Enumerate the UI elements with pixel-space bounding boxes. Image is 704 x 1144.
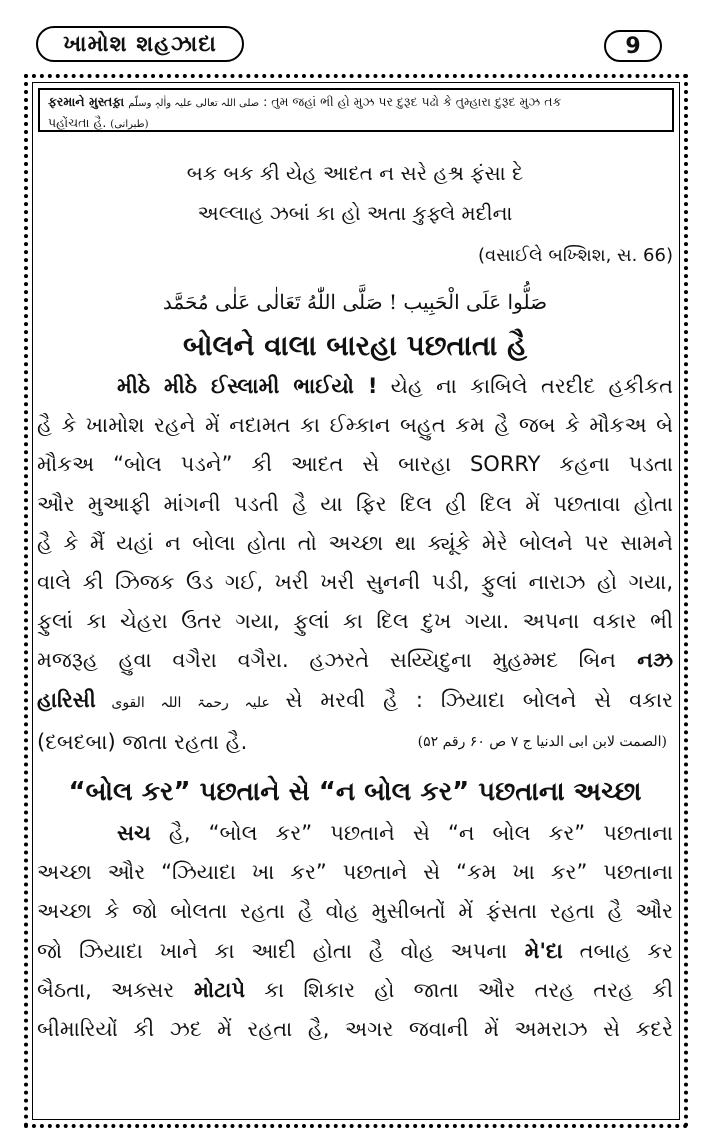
section1-line-8-bold: નઝ્ર xyxy=(615,648,673,673)
hadith-text-line2: પહોંચતા હૈ. xyxy=(48,115,107,130)
section2-line-4-tail: તબાહ કર xyxy=(562,938,673,963)
section2-line-4 xyxy=(37,932,673,971)
section2-line-5-tail: કા શિકાર હો જાતા ઔર તરહ તરહ કી xyxy=(245,977,673,1002)
section1-paragraph xyxy=(37,367,673,762)
section2-line-5 xyxy=(37,971,673,1010)
page-frame xyxy=(24,74,688,1128)
section2-line-1-bold: સચ xyxy=(117,821,151,846)
section2-line-1-text: હૈ, “બોલ કર” પછતાને સે “ન બોલ કર” પછતાના xyxy=(150,821,673,846)
section1-line-1-bold: મીઠે મીઠે ઈસ્લામી ભાઈયો ! xyxy=(117,374,378,398)
page-content xyxy=(37,139,673,1111)
section2-paragraph xyxy=(37,814,673,1049)
hadith-box xyxy=(38,88,674,132)
section1-line-4: ઔર મુઆફી માંગની પડતી હૈ યા ફિર દિલ હી દિલ મેં પછતાવા હોતા xyxy=(37,491,673,516)
section1-line-3: મૌકઅ “બોલ પડને” કી આદત સે બારહા SORRY કહના પડતા xyxy=(37,452,673,477)
section1-line-7: ફુલાં કા ચેહરા ઉતર ગયા, ફુલાં કા દિલ દુખ ગયા. અપના વકાર ભી xyxy=(37,609,673,634)
section1-line-1-text: યેહ ના કાબિલે તરદીદ હકીકત xyxy=(377,374,673,398)
section1-heading: બોલને વાલા બારહા પછતાતા હૈ xyxy=(183,329,527,362)
section2-line-5-text: બૈઠતા, અક્સર xyxy=(37,977,175,1002)
hadith-text-line1: : તુમ જહાં ભી હો મુઝ પર દુરૂદ પઢો કે તુમ્હારા દુરૂદ મુઝ તક xyxy=(263,94,562,109)
section1-line-9-arabic: علیہ رحمۃ اللہ القوی xyxy=(95,694,286,711)
section1-line-10 xyxy=(37,723,673,762)
poem-line-2: અલ્લાહ ઝબાં કા હો અતા કુફ્લે મદીના xyxy=(197,201,513,225)
section1-line-9 xyxy=(37,681,673,723)
section1-reference: (الصمت لابن ابی الدنیا ج ۷ ص ۶۰ رقم ۵۲) xyxy=(417,733,667,750)
section2-line-6: બીમારિયોં કી ઝદ મેં રહતા હૈ, અગર જવાની મેં અમરાઝ સે કદરે xyxy=(37,1017,673,1042)
book-title: ખામોશ શહઝાદા xyxy=(63,31,217,57)
section2-line-4-text: જો ઝિયાદા ખાને કા આદી હોતા હૈ વોહ અપના xyxy=(37,938,508,963)
page-frame-inner xyxy=(32,82,680,1120)
section2-line-1 xyxy=(37,814,673,853)
section2-line-4-bold: મે'દા xyxy=(507,938,563,963)
section1-line-6: વાલે કી ઝિજક ઉડ ગઈ, ખરી ખરી સુનની પડી, ફુલાં નારાઝ હો ગયા, xyxy=(37,570,673,595)
section1-line-2: હૈ કે ખામોશ રહને મેં નદામત કા ઈમ્કાન બહુત કમ હૈ જબ કે મૌકઅ બે xyxy=(37,413,673,438)
section1-line-9-text: સે મરવી હૈ : ઝિયાદા બોલને સે વકાર xyxy=(285,687,673,712)
hadith-salutation: صلی اللہ تعالی علیہ واٰلہٖ وسلّم xyxy=(128,98,260,109)
section1-line-8 xyxy=(37,641,673,680)
section2-heading: “બોલ કર” પછતાને સે “ન બોલ કર” પછતાના અચ્છા xyxy=(68,777,642,808)
section2-line-3: અચ્છા કે જો બોલતા રહતા હૈ વોહ મુસીબતોં મેં ફંસતા રહતા હૈ ઔર xyxy=(37,899,673,924)
page-number: 9 xyxy=(625,33,641,59)
section1-line-5: હૈ કે મૈં યહાં ન બોલા હોતા તો અચ્છા થા ક્યૂંકે મેરે બોલને પર સામને xyxy=(37,530,673,555)
section1-line-1 xyxy=(37,367,673,406)
hadith-lead: ફરમાને મુસ્તફ઼ા xyxy=(48,94,125,109)
section1-line-10-text: (દબદબા) જાતા રહતા હૈ. xyxy=(37,729,248,754)
hadith-source: (طبرانی) xyxy=(110,119,149,130)
section2-line-5-bold: મોટાપે xyxy=(174,977,246,1002)
section1-line-8-text: મજરૂહ હુવા વગૈરા વગૈરા. હઝરતે સય્યિદુના મુહમ્મદ બિન xyxy=(37,648,616,673)
book-title-badge xyxy=(36,26,244,62)
poem-reference: (વસાઈલે બખ્શિશ, સ. 66) xyxy=(477,245,673,266)
poem xyxy=(37,153,673,233)
page-number-badge xyxy=(604,30,662,62)
section2-line-2: અચ્છા ઔર “ઝિયાદા ખા કર” પછતાને સે “કમ ખા કર” પછતાના xyxy=(37,860,673,885)
poem-line-1: બક બક કી યેહ આદત ન સરે હશ્ર ફંસા દે xyxy=(186,161,524,185)
section1-line-9-bold: હારિસી xyxy=(37,687,96,712)
salawat: صَلُّوا عَلَى الْحَبِيب ! صَلَّى اللّٰهُ تَعَالٰى عَلٰى مُحَمَّد xyxy=(162,290,548,314)
